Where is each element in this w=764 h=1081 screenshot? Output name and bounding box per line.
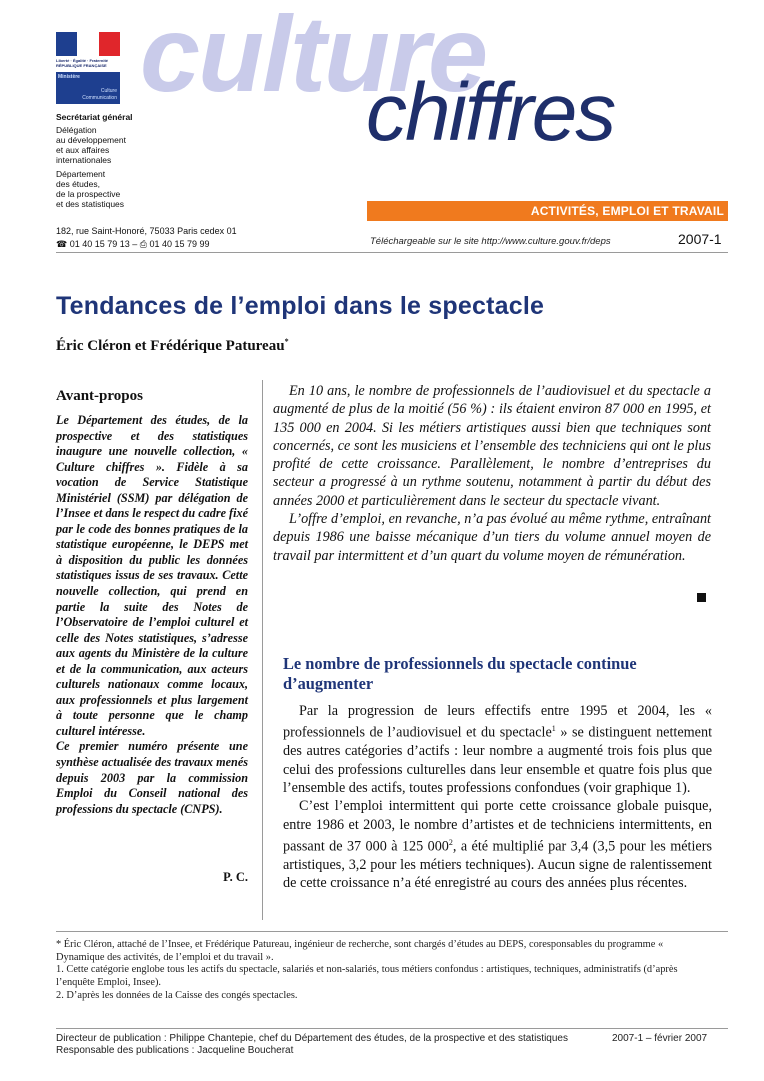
- footnote-star: * Éric Cléron, attaché de l’Insee, et Frédérique Patureau, ingénieur de recherche, sont chargés d’études au DEPS, coresponsables du programme « Dynamique des activités, de l’emploi et du travail ».: [56, 939, 664, 963]
- footnotes: [56, 939, 712, 1003]
- ministere-block: [56, 72, 120, 104]
- avant-propos-p1: Le Département des études, de la prospective et des statistiques inaugure une nouvelle collection, « Culture chiffres ». Fidèle à sa vocation de Service Statistique Ministériel (SSM) par délégation de l’Insee et dans le respect du cadre fixé par le code des bonnes pratiques de la statistique européenne, le DEPS met à disposition du public les données statistiques issus de ses travaux. Cette nouvelle collection, qui prend en partie la suite des Notes de l’Observatoire de l’emploi culturel et celle des Notes statistiques, s’adresse aux agents du Ministère de la culture et de la communication, aux acteurs culturels nationaux comme locaux, aux professionnels et plus largement à toute personne que le champ culturel intéresse.: [56, 413, 248, 738]
- section-p2-b: , a été multiplié par 3,4 (3,5 pour les métiers artistiques, 3,2 pour les métiers techniques). Aucun signe de ralentissement de cette croissance n’a été enregistré au cours des années plus récentes.: [283, 838, 712, 892]
- address: 182, rue Saint-Honoré, 75033 Paris cedex 01: [56, 226, 237, 236]
- avant-propos-text: [56, 413, 248, 817]
- issue-number: 2007-1: [678, 231, 722, 247]
- ministere-communication: Communication: [82, 95, 117, 101]
- avant-propos-signature: P. C.: [223, 870, 248, 884]
- end-square-icon: [697, 593, 706, 602]
- colophon-director: Directeur de publication : Philippe Chantepie, chef du Département des études, de la prospective et des statistiques: [56, 1033, 568, 1044]
- section-p1-b: » se distinguent nettement des autres catégories d’actifs : leur nombre a augmenté trois fois plus que celui des professions culturelles dans leur ensemble et quatre fois plus que l’ensemble des actifs, toutes professions confondues (voir graphique 1).: [283, 725, 713, 796]
- colophon: [56, 1033, 568, 1057]
- phone-fax: ☎ 01 40 15 79 13 – ⎙ 01 40 15 79 99: [56, 239, 210, 249]
- brand-chiffres: chiffres: [366, 67, 615, 158]
- article-authors: [56, 337, 289, 355]
- divider-notes: [56, 931, 728, 932]
- footnote-ref-1[interactable]: 1: [551, 724, 556, 734]
- org-secretariat: Secrétariat général: [56, 112, 133, 122]
- colophon-responsible: Responsable des publications : Jacqueline Boucherat: [56, 1045, 294, 1056]
- org-delegation: Délégation au développement et aux affaires internationales: [56, 125, 126, 165]
- article-title: Tendances de l’emploi dans le spectacle: [56, 292, 545, 320]
- authors-footnote-mark[interactable]: *: [284, 337, 289, 346]
- section-p2-a: C’est l’emploi intermittent qui porte cette croissance globale puisque, entre 1986 et 2003, le nombre d’artistes et de techniciens intermittents, en passant de 37 000 à 125 000: [283, 798, 712, 855]
- logo-motto: Liberté · Égalité · Fraternité: [56, 58, 109, 63]
- contact-info: [56, 225, 237, 251]
- section-body: [283, 702, 712, 892]
- section-p1: [283, 702, 712, 797]
- tricolor-flag: [56, 32, 120, 56]
- download-link[interactable]: Téléchargeable sur le site http://www.culture.gouv.fr/deps: [370, 236, 611, 247]
- org-block: [56, 112, 176, 213]
- footnote-ref-2[interactable]: 2: [448, 837, 453, 847]
- intro-p2: L’offre d’emploi, en revanche, n’a pas évolué au même rythme, entraînant depuis 1986 une baisse mécanique d’un tiers du volume annuel moyen de travail par intermittent et d’un quart du volume moyen de rémunération.: [273, 511, 711, 564]
- authors-names: Éric Cléron et Frédérique Patureau: [56, 338, 285, 354]
- section-p1-a: Par la progression de leurs effectifs entre 1995 et 2004, les « professionnels de l’audiovisuel et du spectacle: [283, 703, 712, 742]
- footnote-2: 2. D’après les données de la Caisse des congés spectacles.: [56, 989, 298, 1001]
- avant-propos-p2: Ce premier numéro présente une synthèse actualisée des travaux menés depuis 2003 par la commission Emploi du Conseil national des professions du spectacle (CNPS).: [56, 739, 248, 816]
- issue-date: 2007-1 – février 2007: [612, 1033, 708, 1044]
- intro-p1: En 10 ans, le nombre de professionnels de l’audiovisuel et du spectacle a augmenté de plus de la moitié (56 %) : ils étaient environ 87 000 en 1995, et 135 000 en 2004. Si les métiers artistiques aussi bien que techniques sont concernés, ce sont les musiciens et l’ensemble des techniciens qui ont le plus profité de cette croissance. Parallèlement, le nombre d’entreprises du secteur a progressé à un rythme soutenu, notamment à partir du début des années 2000 et particulièrement dans le secteur du spectacle vivant.: [273, 383, 711, 509]
- logo-text: [56, 58, 120, 68]
- brand-culture: culture: [140, 0, 487, 114]
- column-divider: [262, 380, 263, 920]
- logo-republic: RÉPUBLIQUE FRANÇAISE: [56, 63, 107, 68]
- org-departement: Département des études, de la prospective et des statistiques: [56, 169, 125, 209]
- divider-bottom: [56, 1028, 728, 1029]
- section-p2: [283, 797, 712, 892]
- avant-propos-title: Avant-propos: [56, 388, 143, 404]
- footnote-1: 1. Cette catégorie englobe tous les actifs du spectacle, salariés et non-salariés, tous métiers confondus : artistiques, techniques, administratifs (d’après l’enquête Emploi, Insee).: [56, 964, 678, 989]
- ministere-culture: Culture: [100, 88, 117, 94]
- category-bar: ACTIVITÉS, EMPLOI ET TRAVAIL: [367, 201, 728, 221]
- section-title: Le nombre de professionnels du spectacle continue d’augmenter: [283, 654, 637, 693]
- divider-top: [56, 252, 728, 253]
- intro-block: [273, 382, 711, 565]
- republique-logo: [56, 32, 120, 104]
- ministere-label: Ministère: [58, 74, 80, 80]
